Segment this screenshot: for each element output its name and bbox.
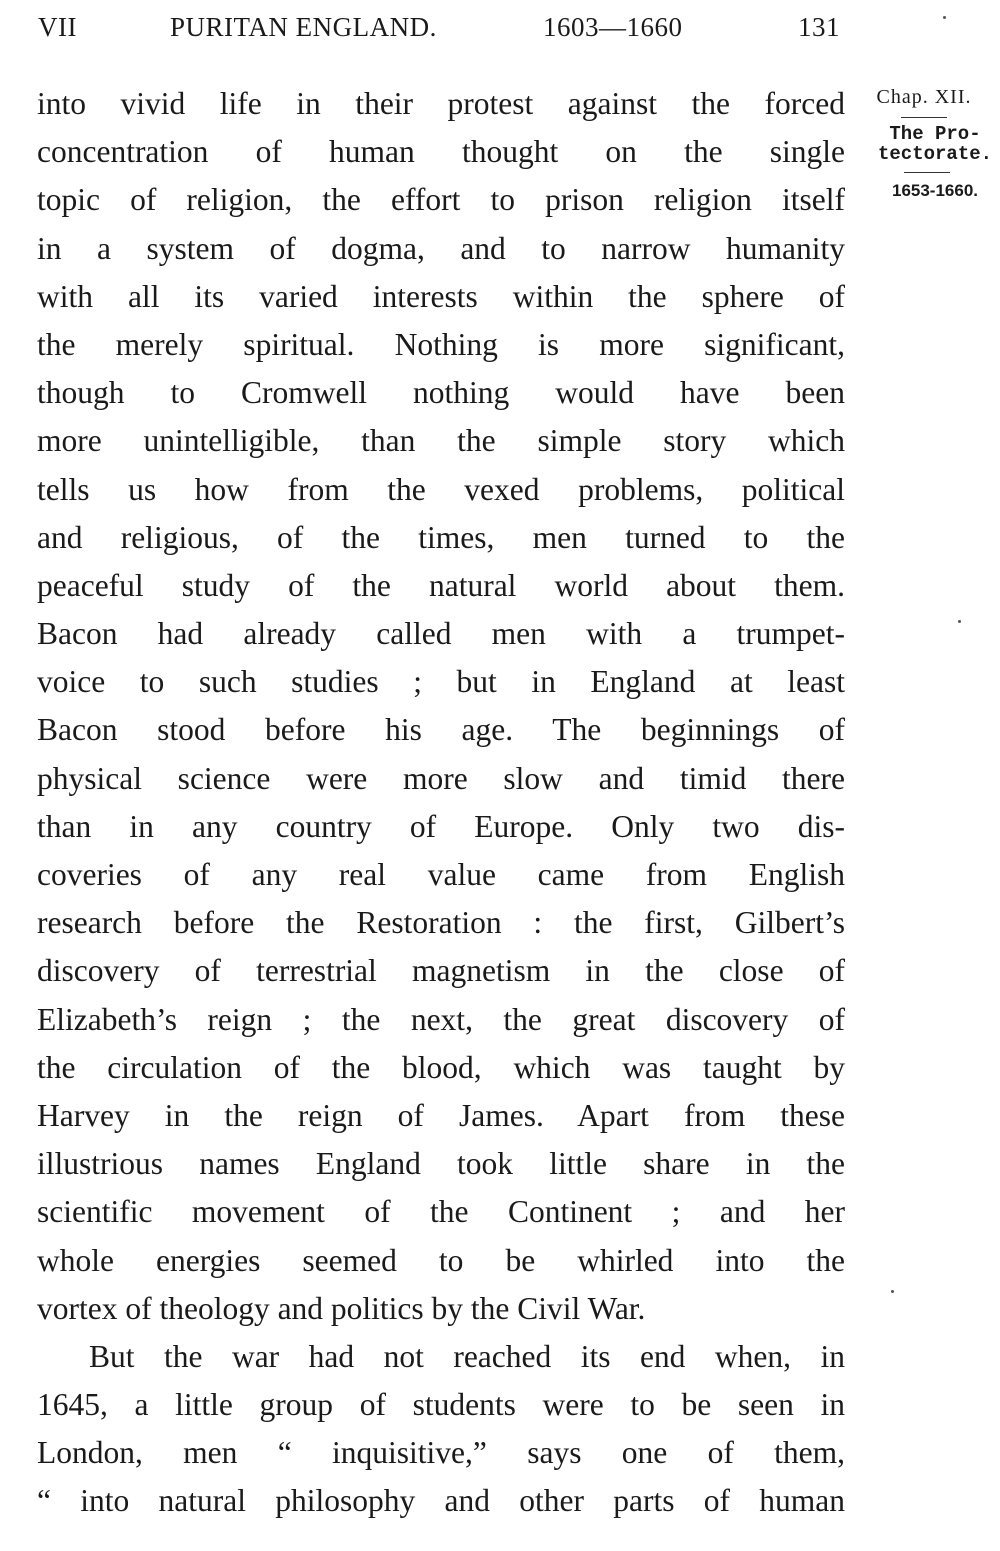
text-line: though to Cromwell nothing would have been [37, 375, 845, 411]
paragraph-start-line: But the war had not reached its end when, in [89, 1338, 845, 1374]
margin-rule [901, 117, 947, 118]
text-line: London, men “ inquisitive,” says one of them, [37, 1435, 845, 1471]
text-line: the circulation of the blood, which was taught by [37, 1049, 845, 1085]
running-dates: 1603—1660 [543, 12, 683, 42]
text-line: voice to such studies ; but in England at least [37, 664, 845, 700]
text-line: coveries of any real value came from English [37, 857, 845, 892]
section-number: VII [38, 12, 77, 42]
text-line: into vivid life in their protest against the forced [37, 86, 845, 121]
margin-topic [878, 124, 992, 164]
text-line: Bacon had already called men with a trumpet- [37, 616, 845, 652]
body-text [37, 80, 845, 1526]
text-line: whole energies seemed to be whirled into the [37, 1242, 845, 1278]
margin-notes [856, 86, 992, 201]
text-line: tells us how from the vexed problems, political [37, 471, 845, 507]
text-line: Harvey in the reign of James. Apart from these [37, 1097, 845, 1133]
text-line: the merely spiritual. Nothing is more significant, [37, 326, 845, 362]
text-line: with all its varied interests within the sphere of [37, 278, 845, 314]
text-line: scientific movement of the Continent ; and her [37, 1194, 845, 1230]
text-line: Bacon stood before his age. The beginnings of [37, 712, 845, 748]
running-title: PURITAN ENGLAND. [170, 12, 437, 42]
text-line: than in any country of Europe. Only two dis- [37, 808, 845, 844]
text-line: discovery of terrestrial magnetism in the close of [37, 953, 845, 989]
text-line: and religious, of the times, men turned to the [37, 519, 845, 555]
margin-topic-line: tectorate. [878, 143, 993, 165]
margin-chapter: Chap. XII. [876, 86, 972, 108]
text-line: research before the Restoration : the first, Gilbert’s [37, 905, 845, 941]
text-line: illustrious names England took little share in the [37, 1146, 845, 1182]
scan-speck [943, 16, 946, 19]
margin-rule [904, 172, 950, 173]
text-line: Elizabeth’s reign ; the next, the great discovery of [37, 1001, 845, 1037]
page-number: 131 [798, 12, 840, 42]
text-line: physical science were more slow and timid there [37, 760, 845, 796]
text-line: peaceful study of the natural world about them. [37, 567, 845, 603]
margin-topic-line: The Pro- [889, 123, 981, 145]
scan-speck [891, 1290, 894, 1293]
text-line: in a system of dogma, and to narrow humanity [37, 230, 845, 266]
running-header [38, 12, 844, 48]
margin-dates: 1653-1660. [891, 181, 979, 200]
text-line: “ into natural philosophy and other parts of human [37, 1483, 845, 1519]
text-line: 1645, a little group of students were to be seen in [37, 1387, 845, 1423]
text-line: vortex of theology and politics by the Civil War. [37, 1290, 646, 1326]
text-line: concentration of human thought on the single [37, 134, 845, 170]
text-line: more unintelligible, than the simple story which [37, 423, 845, 459]
text-line: topic of religion, the effort to prison religion itself [37, 182, 845, 218]
scan-speck [958, 620, 961, 623]
